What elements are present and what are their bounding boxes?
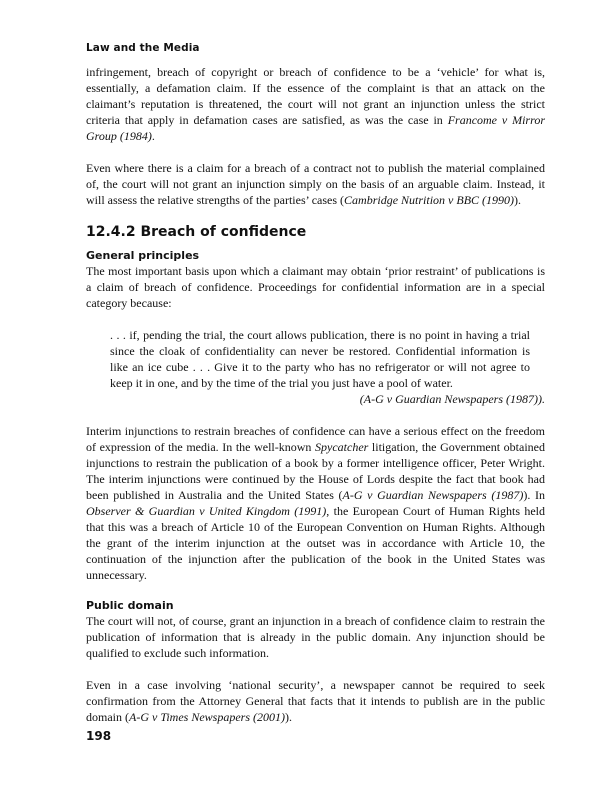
section-title: 12.4.2 Breach of confidence (86, 224, 307, 240)
body-paragraph (86, 677, 545, 725)
text-run: ). (285, 710, 292, 724)
body-paragraph (86, 64, 545, 144)
case-citation: Cambridge Nutrition v BBC (1990) (344, 193, 515, 207)
case-citation: Francome v Mirror Group (1984) (86, 113, 545, 143)
text-run: . (151, 129, 155, 143)
quote-text: . . . if, pending the trial, the court allows publication, there is no point in having a trial since the cloak of confidentiality can never be restored. Confidential information is like an ice cube . . . Give it to the party who has no refrigerator or will not agree to keep it in one, and by the time of the trial you just have a pool of water. (110, 328, 530, 390)
page-number: 198 (86, 729, 112, 743)
text-run: Interim injunctions to restrain breaches of confidence can have a serious effect on the freedom of expression of the media. In the well-known (86, 424, 545, 454)
subheading-public-domain: Public domain (86, 599, 174, 612)
text-run: infringement, breach of copyright or breach of confidence to be a ‘vehicle’ for what is, essentially, a defamation claim. If the essence of the complaint is that an attack on the claimant’s reputation is threatened, the court will not grant an injunction unless the strict criteria that apply in defamation cases are satisfied, as was the case in (86, 65, 545, 127)
text-run: ). (514, 193, 522, 207)
text-run: Even where there is a claim for a breach of a contract not to publish the material complained of, the court will not grant an injunction simply on the basis of an arguable claim. Instead, it will assess the relative strengths of the parties’ cases ( (86, 161, 545, 207)
case-citation: Observer & Guardian v United Kingdom (1991) (86, 504, 327, 518)
text-run: ). In (523, 488, 545, 502)
text-run: litigation, the Government obtained injunctions to restrain the publication of a book by a former intelligence officer, Peter Wright. The interim injunctions were continued by the House of Lords despite the fact that book had been published in Australia and the United States ( (86, 440, 545, 502)
case-name: Spycatcher (315, 440, 369, 454)
text-run: , the European Court of Human Rights held that this was a breach of Article 10 of the European Convention on Human Rights. Although the grant of the interim injunction at the outset was in accordance with Article 10, the continuation of the injunction after the publication of the book in the United States was unnecessary. (86, 504, 546, 582)
case-citation: A-G v Guardian Newspapers (1987) (342, 488, 524, 502)
subheading-general-principles: General principles (86, 249, 200, 262)
quote-citation: (A-G v Guardian Newspapers (1987)). (359, 392, 545, 406)
body-paragraph (86, 160, 545, 208)
case-citation: A-G v Times Newspapers (2001) (129, 710, 285, 724)
book-page (86, 42, 545, 743)
block-quote (86, 327, 545, 407)
body-paragraph (86, 423, 545, 583)
body-paragraph: The court will not, of course, grant an injunction in a breach of confidence claim to restrain the publication of information that is already in the public domain. Any injunction should be qualified to exclude such information. (86, 614, 545, 660)
body-paragraph: The most important basis upon which a claimant may obtain ‘prior restraint’ of publications is a claim of breach of confidence. Proceedings for confidential information are in a special category because: (86, 264, 545, 310)
text-run: Even in a case involving ‘national security’, a newspaper cannot be required to seek confirmation from the Attorney General that facts that it intends to publish are in the public domain ( (86, 678, 545, 724)
running-head: Law and the Media (86, 42, 200, 54)
